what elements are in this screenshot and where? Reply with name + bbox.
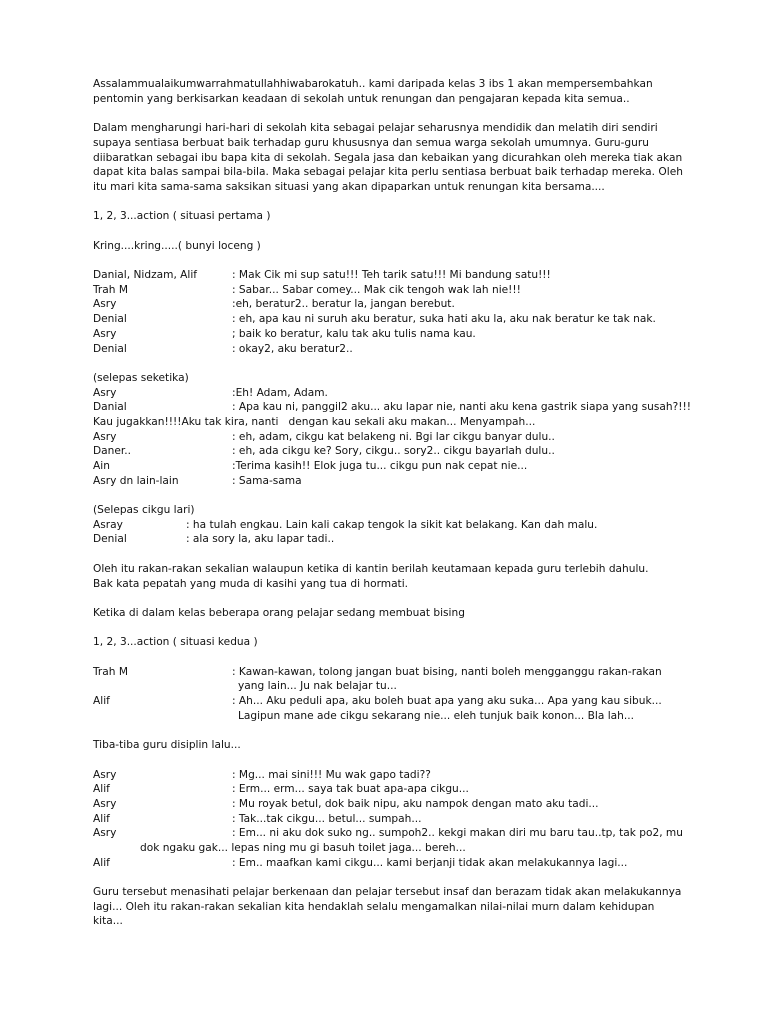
dialogue-block-5 (93, 768, 683, 871)
speaker: Asry (93, 827, 117, 840)
speaker: Asry (93, 768, 117, 781)
scene-2-title: 1, 2, 3...action ( situasi kedua ) (93, 636, 258, 649)
stage-direction: (selepas seketika) (93, 371, 189, 384)
continuation-text: Lagipun mane ade cikgu sekarang nie... eleh tunjuk baik konon... Bla lah... (238, 709, 634, 722)
dialogue-line (93, 459, 683, 474)
dialogue-line (93, 812, 683, 827)
dialogue-line (93, 768, 683, 783)
speaker: Alif (93, 783, 110, 796)
speaker: Trah M (93, 665, 128, 678)
speaker: Asry (93, 430, 117, 443)
speaker: Asry (93, 386, 117, 399)
dialogue-text: : Em.. maafkan kami cikgu... kami berjanji tidak akan melakukannya lagi... (232, 856, 628, 869)
dialogue-text: : Sabar... Sabar comey... Mak cik tengoh wak lah nie!!! (232, 283, 521, 296)
speaker: Daner.. (93, 445, 131, 458)
dialogue-line (93, 474, 683, 489)
continuation-text: dok ngaku gak... lepas ning mu gi basuh toilet jaga... bereh... (140, 841, 466, 854)
dialogue-text: : Erm... erm... saya tak buat apa-apa cikgu... (232, 783, 469, 796)
speaker: Danial, Nidzam, Alif (93, 269, 198, 282)
dialogue-line (93, 444, 683, 459)
dialogue-text: : ala sory la, aku lapar tadi.. (186, 533, 335, 546)
dialogue-text: ; baik ko beratur, kalu tak aku tulis nama kau. (232, 327, 476, 340)
dialogue-line (93, 342, 683, 357)
dialogue-line (93, 268, 683, 283)
dialogue-text: :Eh! Adam, Adam. (232, 386, 328, 399)
dialogue-text: : Ah... Aku peduli apa, aku boleh buat apa yang aku suka... Apa yang kau sibuk... (232, 695, 662, 708)
continuation-text: yang lain... Ju nak belajar tu... (238, 680, 397, 693)
classroom-direction: Ketika di dalam kelas beberapa orang pelajar sedang membuat bising (93, 606, 465, 619)
dialogue-text: : Mg... mai sini!!! Mu wak gapo tadi?? (232, 768, 431, 781)
dialogue-text: : eh, apa kau ni suruh aku beratur, suka hati aku la, aku nak beratur ke tak nak. (232, 313, 656, 326)
dialogue-line (93, 826, 683, 841)
context-line: itu mari kita sama-sama saksikan situasi yang akan dipaparkan untuk renungan kita bersama.... (93, 180, 605, 193)
dialogue-line (93, 283, 683, 298)
dialogue-text: :Terima kasih!! Elok juga tu... cikgu pun nak cepat nie... (232, 460, 528, 473)
speaker: Ain (93, 460, 110, 473)
dialogue-continuation (93, 709, 683, 724)
dialogue-block-2 (93, 386, 691, 489)
dialogue-text: : Em... ni aku dok suko ng.. sumpoh2.. kekgi makan diri mu baru tau..tp, tak po2, mu (232, 827, 683, 840)
dialogue-line (93, 782, 683, 797)
context-line: dapat kita balas sampai bila-bila. Maka sebagai pelajar kita perlu sentiasa berbuat baik terhadap mereka. Oleh (93, 166, 683, 179)
discipline-direction: Tiba-tiba guru disiplin lalu... (93, 739, 241, 752)
intro-paragraph (93, 77, 683, 106)
speaker: Asray (93, 518, 123, 531)
dialogue-block-4 (93, 665, 683, 724)
speaker: Alif (93, 695, 110, 708)
dialogue-wrap-line: Kau jugakkan!!!!Aku tak kira, nanti dengan kau sekali aku makan... Menyampah... (93, 415, 536, 428)
dialogue-text: : Kawan-kawan, tolong jangan buat bising, nanti boleh mengganggu rakan-rakan (232, 665, 662, 678)
speaker: Asry (93, 797, 117, 810)
scene-1-title: 1, 2, 3...action ( situasi pertama ) (93, 210, 271, 223)
dialogue-text: : Mak Cik mi sup satu!!! Teh tarik satu!!! Mi bandung satu!!! (232, 269, 551, 282)
dialogue-block-3 (93, 518, 683, 547)
speaker: Asry (93, 298, 117, 311)
speaker: Asry dn lain-lain (93, 474, 179, 487)
dialogue-continuation (93, 841, 683, 856)
context-line: Dalam mengharungi hari-hari di sekolah kita sebagai pelajar seharusnya mendidik dan melatih diri sendiri (93, 122, 658, 135)
speaker: Alif (93, 856, 110, 869)
dialogue-text: : Mu royak betul, dok baik nipu, aku nampok dengan mato aku tadi... (232, 797, 599, 810)
context-line: supaya sentiasa berbuat baik terhadap guru khususnya dan semua warga sekolah umumnya. Guru-guru (93, 136, 649, 149)
moral-line: Bak kata pepatah yang muda di kasihi yang tua di hormati. (93, 577, 409, 590)
speaker: Denial (93, 342, 127, 355)
stage-direction: (Selepas cikgu lari) (93, 504, 195, 517)
dialogue-line (93, 694, 683, 709)
dialogue-text: : Apa kau ni, panggil2 aku... aku lapar nie, nanti aku kena gastrik siapa yang susah?!!! (232, 401, 691, 414)
closing-line: Guru tersebut menasihati pelajar berkenaan dan pelajar tersebut insaf dan berazam tidak akan melakukannya (93, 886, 682, 899)
dialogue-line (93, 532, 683, 547)
speaker: Asry (93, 327, 117, 340)
dialogue-block-1 (93, 268, 683, 356)
dialogue-line (93, 400, 691, 415)
dialogue-line (93, 386, 683, 401)
speaker: Danial (93, 401, 127, 414)
intro-line: Assalammualaikumwarrahmatullahhiwabarokatuh.. kami daripada kelas 3 ibs 1 akan mempersembahkan (93, 78, 653, 90)
dialogue-text: :eh, beratur2.. beratur la, jangan berebut. (232, 298, 455, 311)
dialogue-line (93, 856, 683, 871)
bell-direction: Kring....kring.....( bunyi loceng ) (93, 239, 261, 252)
dialogue-text: : ha tulah engkau. Lain kali cakap tengok la sikit kat belakang. Kan dah malu. (186, 518, 598, 531)
dialogue-line (93, 665, 683, 680)
dialogue-continuation (93, 679, 683, 694)
speaker: Trah M (93, 283, 128, 296)
dialogue-text: : Tak...tak cikgu... betul... sumpah... (232, 812, 422, 825)
dialogue-line (93, 797, 683, 812)
moral-line: Oleh itu rakan-rakan sekalian walaupun ketika di kantin berilah keutamaan kepada guru terlebih dahulu. (93, 562, 649, 575)
dialogue-line (93, 297, 683, 312)
speaker: Denial (93, 533, 127, 546)
dialogue-text: : okay2, aku beratur2.. (232, 342, 353, 355)
dialogue-line (93, 312, 683, 327)
dialogue-text: : eh, ada cikgu ke? Sory, cikgu.. sory2.. cikgu bayarlah dulu.. (232, 445, 555, 458)
dialogue-text: : eh, adam, cikgu kat belakeng ni. Bgi lar cikgu banyar dulu.. (232, 430, 555, 443)
dialogue-text: : Sama-sama (232, 474, 302, 487)
context-paragraph (93, 121, 683, 195)
speaker: Alif (93, 812, 110, 825)
dialogue-line (93, 518, 683, 533)
dialogue-line (93, 430, 683, 445)
closing-paragraph (93, 885, 683, 929)
moral-paragraph (93, 562, 683, 591)
speaker: Denial (93, 313, 127, 326)
context-line: diibaratkan sebagai ibu bapa kita di sekolah. Segala jasa dan kebaikan yang dicurahkan oleh mereka tiak akan (93, 151, 683, 164)
document-body (93, 77, 691, 944)
dialogue-line (93, 327, 683, 342)
closing-line: lagi... Oleh itu rakan-rakan sekalian kita hendaklah selalu mengamalkan nilai-nilai murn dalam kehidupan kita... (93, 900, 658, 928)
intro-line: pentomin yang berkisarkan keadaan di sekolah untuk renungan dan pengajaran kepada kita semua.. (93, 92, 630, 105)
